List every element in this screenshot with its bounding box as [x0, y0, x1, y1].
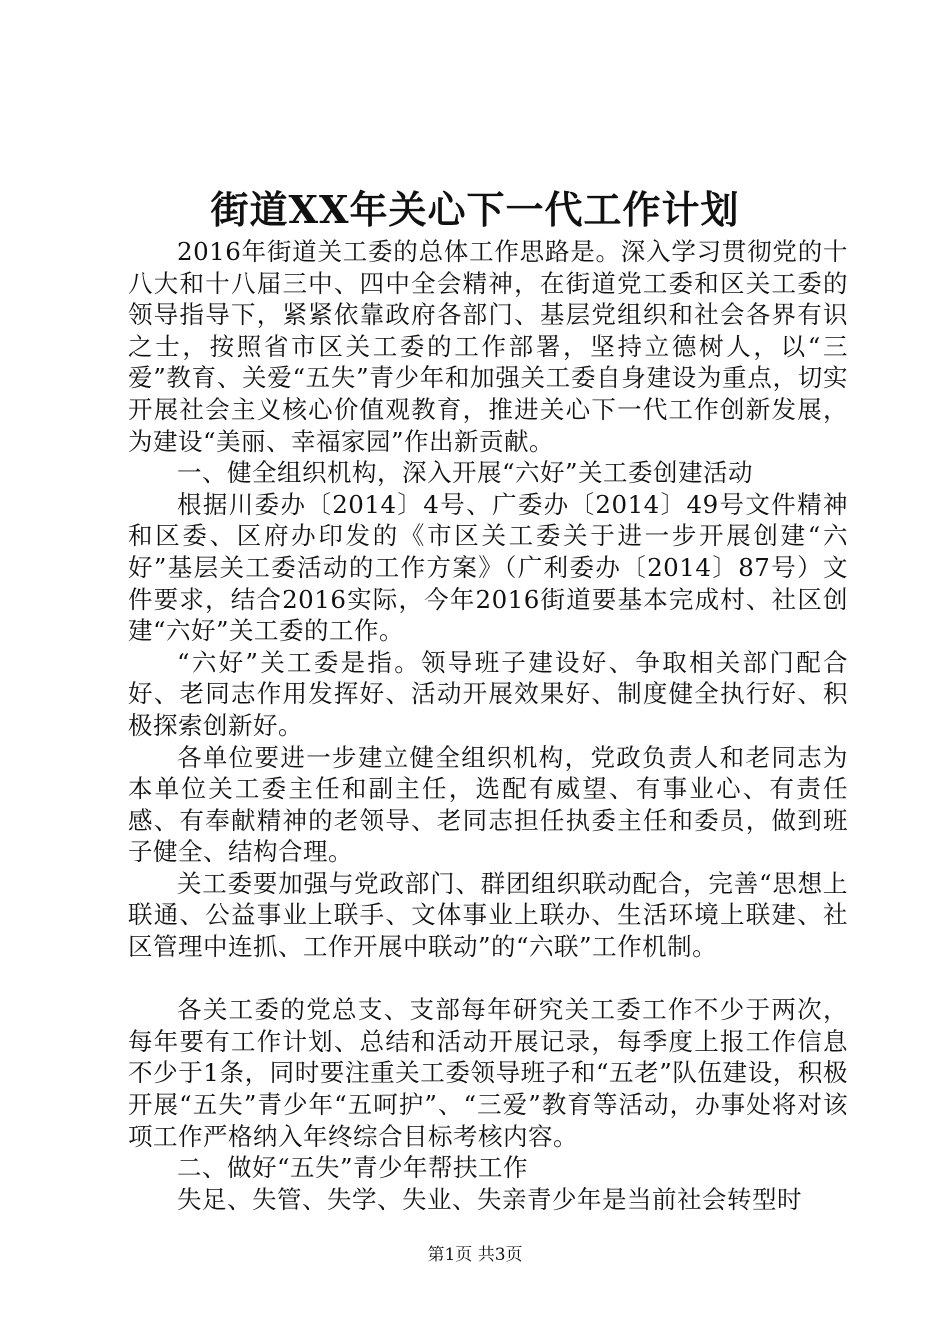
section-heading-2: 二、做好“五失”青少年帮扶工作 — [177, 1153, 529, 1183]
paragraph-six-good-definition: “六好”关工委是指。领导班子建设好、争取相关部门配合好、老同志作用发挥好、活动开展效果好、制度健全执行好、积极探索创新好。 — [128, 647, 848, 740]
document-body — [128, 236, 848, 1215]
section-heading-1: 一、健全组织机构，深入开展“六好”关工委创建活动 — [177, 458, 754, 488]
paragraph-six-links: 关工委要加强与党政部门、群团组织联动配合，完善“思想上联通、公益事业上联手、文体事业上联办、生活环境上联建、社区管理中连抓、工作开展中联动”的“六联”工作机制。 — [128, 868, 848, 962]
paragraph-five-lost-youth: 失足、失管、失学、失业、失亲青少年是当前社会转型时 — [177, 1184, 802, 1214]
document-title: 街道XX年关心下一代工作计划 — [210, 187, 740, 232]
paragraph-annual-requirements: 各关工委的党总支、支部每年研究关工委工作不少于两次，每年要有工作计划、总结和活动开展记录，每季度上报工作信息不少于1条，同时要注重关工委领导班子和“五老”队伍建设，积极开展“五失”青少年“五呵护”、“三爱”教育等活动，办事处将对该项工作严格纳入年终综合目标考核内容。 — [128, 995, 848, 1151]
paragraph-basis: 根据川委办〔2014〕4号、广委办〔2014〕49号文件精神和区委、区府办印发的《市区关工委关于进一步开展创建“六好”基层关工委活动的工作方案》（广利委办〔2014〕87号）文件要求，结合2016实际，今年2016街道要基本完成村、社区创建“六好”关工委的工作。 — [128, 489, 848, 646]
paragraph-organization: 各单位要进一步建立健全组织机构，党政负责人和老同志为本单位关工委主任和副主任，选配有威望、有事业心、有责任感、有奉献精神的老领导、老同志担任执委主任和委员，做到班子健全、结构合理。 — [128, 742, 848, 867]
page-footer: 第1页 共3页 — [427, 1245, 523, 1265]
paragraph-overview: 2016年街道关工委的总体工作思路是。深入学习贯彻党的十八大和十八届三中、四中全会精神，在街道党工委和区关工委的领导指导下，紧紧依靠政府各部门、基层党组织和社会各界有识之士，按照省市区关工委的工作部署，坚持立德树人，以“三爱”教育、关爱“五失”青少年和加强关工委自身建设为重点，切实开展社会主义核心价值观教育，推进关心下一代工作创新发展，为建设“美丽、幸福家园”作出新贡献。 — [128, 237, 848, 456]
